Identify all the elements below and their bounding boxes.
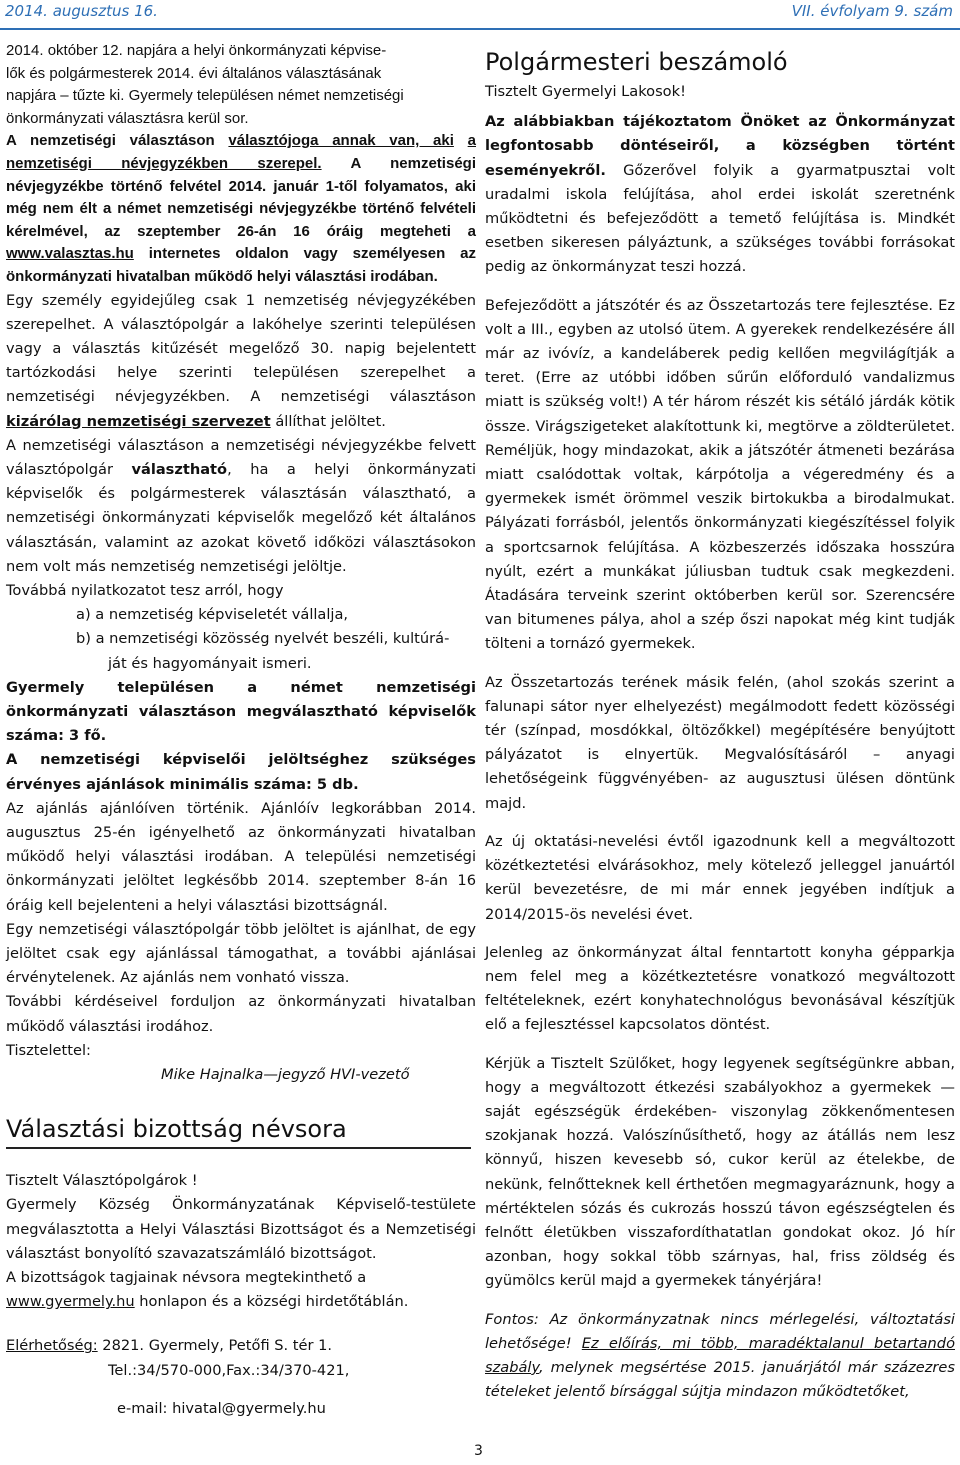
questions-paragraph: További kérdéseivel forduljon az önkormányzati hivatalban működő választási irodához. bbox=[6, 993, 476, 1035]
lead-paragraph: Az alábbiakban tájékoztatom Önöket az Önkormányzat legfontosabb döntéseiről, a községben történt eseményekről. Gőzerővel folyik a gyarmatpusztai volt uradalmi iskola felújítása, ahol erdei iskolát szeretnénk működtetni és befejeződött a temető felújítása is. Mindkét esetben sikeresen pályáztunk, a szükséges további forrásokat pedig az önkormányzat teszi hozzá. bbox=[485, 113, 955, 276]
community-space-paragraph: Az Összetartozás terének másik felén, (ahol szokás szerint a falunapi sátor nyer elhelyezést) megálmodott fedett közösségi tér (színpad, mosdókkal, öltözőkkel) megépítésére benyújtott pályázatot is elnyertük. Megvalósításáról – anyagi lehetőségeink függvényében- az augusztusi ülésen döntünk majd. bbox=[485, 673, 955, 812]
page-header bbox=[0, 0, 960, 30]
seat-count-paragraph: Gyermely településen a német nemzetiségi önkormányzati választáson megválasztható képviselők száma: 3 fő. bbox=[6, 678, 476, 745]
left-column bbox=[6, 40, 476, 1421]
issue-date: 2014. augusztus 16. bbox=[5, 2, 158, 20]
kitchen-paragraph: Jelenleg az önkormányzat által fenntartott konyha gépparkja nem felel meg a közétkeztetésre vonatkozó megváltozott feltételeknek, ezért konyhatechnológus bevonásával készítjük elő a fejlesztéssel kapcsolatos döntést. bbox=[485, 943, 955, 1034]
issue-volume: VII. évfolyam 9. szám bbox=[791, 2, 953, 20]
article-title: Polgármesteri beszámoló bbox=[485, 48, 788, 76]
greeting-residents: Tisztelt Gyermelyi Lakosok! bbox=[485, 83, 686, 100]
valasztas-link[interactable]: www.valasztas.hu bbox=[6, 245, 134, 263]
committee-paragraph: Gyermely Község Önkormányzatának Képviselő-testülete megválasztotta a Helyi Választási Bizottságot és a Nemzetiségi választást bonyolító szavazatszámláló bizottságot. bbox=[6, 1196, 476, 1262]
intro-paragraph: 2014. október 12. napjára a helyi önkormányzati képvise- lők és polgármesterek 2014. évi általános választásának napjára – tűzte ki. Gyermely településen német nemzetiségi önkormányzati választásra kerül sor. bbox=[6, 42, 404, 127]
declaration-item-b-cont: ját és hagyományait ismeri. bbox=[108, 654, 312, 672]
contact-address: Elérhetőség: 2821. Gyermely, Petőfi S. tér 1. bbox=[6, 1337, 333, 1355]
right-column bbox=[485, 44, 955, 1404]
electability-paragraph: A nemzetiségi választáson a nemzetiségi névjegyzékbe felvett választópolgár választható, ha a helyi önkormányzati képviselők és polgármesterek választásán választható, a nemzetiségi önkormányzati képviselők megelőző két általános választásán, valamint az azokat követő időközi választásokon nem volt más nemzetiség nemzetiségi jelöltje. bbox=[6, 436, 476, 575]
single-nationality-paragraph: Egy személy egyidejűleg csak 1 nemzetiség névjegyzékében szerepelhet. A választópolgár a lakóhelye szerinti településen vagy a választás kitűzését megelőző 30. napig bejelentett tartózkodási helye szerinti településen szerepelhet a nemzetiségi névjegyzékben. A nemzetiségi választáson kizárólag nemzetiségi szervezet állíthat jelöltet. bbox=[6, 291, 476, 430]
page-number: 3 bbox=[474, 1443, 483, 1459]
school-catering-paragraph: Az új oktatási-nevelési évtől igazodnunk kell a megváltozott közétkeztetési elvárásokhoz, mely kötelező jelleggel januártól kerül bevezetésre, de mi már ennek jegyében indítjuk a 2014/2015-ös nevelési évet. bbox=[485, 832, 955, 923]
greeting-voters: Tisztelt Választópolgárok ! bbox=[6, 1172, 198, 1190]
parents-paragraph: Kérjük a Tisztelt Szülőket, hogy legyenek segítségünkre abban, hogy a megváltozott étkezési szabályokhoz a gyermekek —saját egészségük érdekében- viszonylag zökkenőmentesen szokjanak hozzá. Valószínűsíthető, hogy az átállás nem lesz könnyű, hiszen kevesebb só, cukor kerül az ételekbe, de nekünk, felnőtteknek kell érthetően megmagyaráznunk, hogy a mértéktelen sózás és cukrozás hosszú távon egészségtelen és felnőtt életükben visszafordíthatatlan gondokat okoz. Jó hír azonban, hogy sokkal több szárnyas, hal, friss zöldség és gyümölcs kerül majd a gyermekek tányérjára! bbox=[485, 1054, 955, 1290]
declaration-item-b: b) a nemzetiségi közösség nyelvét beszéli, kultúrá- bbox=[76, 630, 450, 648]
section-title-committee: Választási bizottság névsora bbox=[6, 1115, 347, 1144]
playground-paragraph: Befejeződött a játszótér és az Összetartozás tere fejlesztése. Ez volt a III., egyben az utolsó ütem. A gyerekek rendelkezésére áll már az ivóvíz, a kandeláberek pedig kellően megvilágítják a teret. (Erre az utóbbi időben sűrűn előforduló vandalizmus miatt is szükség volt!) A tér három részét kis sétáló járdák kötik össze. Virágszigeteket alakítottunk ki, megtörve a zöldterületet. Reméljük, hogy mindazokat, akik a játszótér átmeneti bezárása miatt csalódottak voltak, kárpótolja a végeredmény és a gyermekek ismét örömmel veszik birtokukba a birodalmukat. Pályázati forrásból, jelentős önkormányzati kiegészítéssel folyik a sportcsarnok felújítása. A közbeszerzés időszaka hosszúra nyúlt, ezért a munkákat júliusban tudtuk csak megkezdeni. Átadására terveink szerint októberben kerül sor. Szerencsére van bitumenes pálya, ahol a szép őszi napokat még kint tudják tölteni a tornázó gyermekek. bbox=[485, 296, 955, 653]
regards-line: Tisztelettel: bbox=[6, 1041, 91, 1059]
important-note: Fontos: Az önkormányzatnak nincs mérlegelési, változtatási lehetősége! Ez előírás, mi több, maradéktalanul betartandó szabály, melynek megsértése 2015. januárjától már százezres tételeket jelentő bírsággal sújtja mindazon működtetőket, bbox=[485, 1310, 955, 1401]
declaration-intro: Továbbá nyilatkozatot tesz arról, hogy bbox=[6, 581, 284, 599]
contact-email: e-mail: hivatal@gyermely.hu bbox=[117, 1399, 326, 1417]
nomination-paragraph: Az ajánlás ajánlóíven történik. Ajánlóív legkorábban 2014. augusztus 25-én igényelhető az önkormányzati hivatalban működő helyi választási irodában. A települési nemzetiségi önkormányzati jelöltet legkésőbb 2014. szeptember 8-án 16 óráig kell bejelenteni a helyi választási bizottságnál. bbox=[6, 799, 476, 914]
nomination-minimum-paragraph: A nemzetiségi képviselői jelöltséghez szükséges érvényes ajánlások minimális száma: 5 db. bbox=[6, 751, 476, 793]
one-candidate-paragraph: Egy nemzetiségi választópolgár több jelöltet is ajánlhat, de egy jelöltet csak egy ajánlással támogathat, a további ajánlásai érvénytelenek. Az ajánlás nem vonható vissza. bbox=[6, 920, 476, 987]
voter-eligibility-paragraph: A nemzetiségi választáson választójoga annak van, aki a nemzetiségi névjegyzékben szerepel. A nemzetiségi névjegyzékbe történő felvétel 2014. január 1-től folyamatos, aki még nem élt a német nemzetiségi névjegyzékbe történő felvételi kérelmével, az szeptember 26-án 16 óráig megteheti a www.valasztas.hu internetes oldalon vagy személyesen az önkormányzati hivatalban működő helyi választási irodában. bbox=[6, 132, 476, 285]
signature-line: Mike Hajnalka—jegyző HVI-vezető bbox=[161, 1066, 410, 1084]
list-paragraph: A bizottságok tagjainak névsora megtekinthető a www.gyermely.hu honlapon és a községi hirdetőtáblán. bbox=[6, 1269, 409, 1311]
gyermely-link[interactable]: www.gyermely.hu bbox=[6, 1293, 135, 1311]
contact-phone: Tel.:34/570-000,Fax.:34/370-421, bbox=[108, 1361, 350, 1379]
declaration-item-a: a) a nemzetiség képviseletét vállalja, bbox=[76, 606, 349, 624]
